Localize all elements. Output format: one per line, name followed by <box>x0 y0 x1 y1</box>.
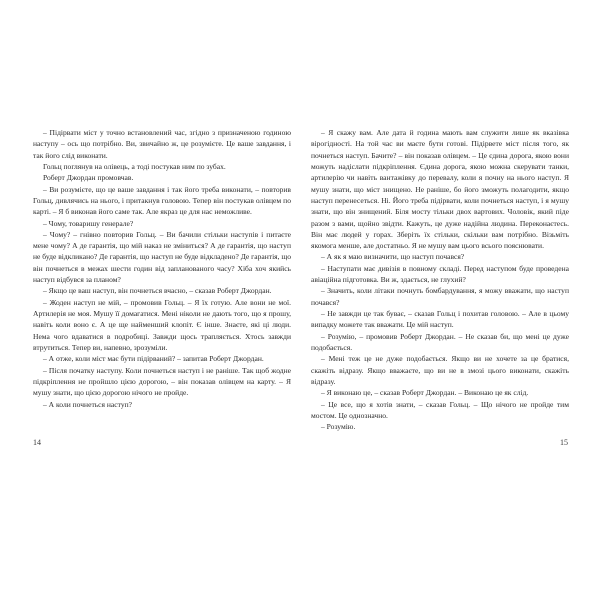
paragraph: – Після початку наступу. Коли почнеться наступ і не раніше. Так щоб жодне підкріплення не пройшло цією дорогою, – він показав олівцем на карту. – Я мушу знати, що цією дорогою нічого не пройде. <box>33 365 291 398</box>
right-page-text <box>311 127 569 432</box>
paragraph: – Мені теж це не дуже подобається. Якщо ви не хочете за це братися, скажіть відразу. Якщо вважаєте, що ви не в змозі цього виконати, скажіть відразу. <box>311 354 569 386</box>
left-page-text <box>33 127 291 410</box>
paragraph: – А як я маю визначити, що наступ почався? <box>321 252 465 262</box>
paragraph: – Жоден наступ не мій, – промовив Гольц. – Я їх готую. Але вони не мої. Артилерія не моя. Мушу її домагатися. Мені ніколи не дають того, що я прошу, навіть коли воно є. А це ще найменший клопіт. Є інше. Знаєте, які ці люди. Нема чого вдаватися в подробиці. Завжди щось трапляється. Хтось завжди втрутиться. Тепер ви, напевно, зрозуміли. <box>33 297 291 352</box>
paragraph: – Ви розумієте, що це ваше завдання і так його треба виконати, – повторив Гольц, дивлячись на нього, і притакнув головою. Тепер він постукав олівцем по карті. – Я б виконав його саме так. Але якраз це для нас неможливе. <box>33 184 291 217</box>
paragraph: – Якщо це ваш наступ, він почнеться вчасно, – сказав Роберт Джордан. <box>43 286 272 296</box>
paragraph: Гольц поглянув на олівець, а тоді постукав ним по зубах. <box>43 161 226 171</box>
paragraph: – Значить, коли літаки почнуть бомбардування, я можу вважати, що наступ почався? <box>311 286 569 307</box>
right-page-number: 15 <box>560 438 568 447</box>
paragraph: Роберт Джордан промовчав. <box>43 173 134 183</box>
paragraph: – Чому, товаришу генерале? <box>43 218 134 228</box>
paragraph: – Чому? – гнівно повторив Гольц. – Ви бачили стільки наступів і питаєте мене чому? А де гарантія, що мій наказ не зміниться? А де гарантія, що наступ не буде відкликано? Де гарантія, що наступ не буде відкладено? Де гарантія, що він почнеться в межах шести годин від запланованого часу? Хіба хоч якийсь наступ відбувся за планом? <box>33 229 291 285</box>
left-page-number: 14 <box>33 438 41 447</box>
paragraph: – Я виконаю це, – сказав Роберт Джордан. – Виконаю це як слід. <box>321 388 529 398</box>
paragraph: – Підірвати міст у точно встановлений час, згідно з призначеною годиною наступу – ось що потрібно. Ви, звичайно ж, це розумієте. Це ваше завдання, і так його слід виконати. <box>33 128 291 160</box>
paragraph: – А отже, коли міст має бути підірваний? – запитав Роберт Джордан. <box>43 354 264 364</box>
paragraph: – Я скажу вам. Але дата й година мають вам служити лише як вказівка вірогідності. На той час ви маєте бути готові. Підірвете міст після того, як почнеться наступ. Бачите? – він показав олівцем. – Це єдина дорога, якою вони можуть надіслати підкріплення. Єдина дорога, якою можна скерувати танки, артилерію чи навіть вантажівку до перевалу, коли я почну на нього наступ. Я мушу знати, що міст знищено. Не раніше, бо його зможуть полагодити, якщо наступ перенесеться. Ні. Його треба підірвати, коли почнеться наступ, і я мушу знати, що він знищений. Біля мосту тільки двох вартових. Чоловік, який піде разом з вами, щойно звідти. Кажуть, це дуже надійна людина. Переконаєтесь. Він має людей у горах. Зберіть їх стільки, скільки вам потрібно. Візьміть якомога менше, але достатньо. Я не мушу вам цього всього пояснювати. <box>311 128 569 251</box>
paragraph: – Наступати має дивізія в повному складі. Перед наступом буде проведена авіаційна підготовка. Ви ж, здається, не глухий? <box>311 263 569 285</box>
paragraph: – Не завжди це так буває, – сказав Гольц і похитав головою. – Але в цьому випадку можете так вважати. Це мій наступ. <box>311 309 569 330</box>
paragraph: – Це все, що я хотів знати, – сказав Гольц. – Що нічого не пройде тим мостом. Це однозначно. <box>311 399 569 420</box>
paragraph: – Розумію, – промовив Роберт Джордан. – Не сказав би, що мені це дуже подобається. <box>311 331 569 352</box>
paragraph: – А коли почнеться наступ? <box>43 399 132 409</box>
paragraph: – Розумію. <box>321 422 356 432</box>
